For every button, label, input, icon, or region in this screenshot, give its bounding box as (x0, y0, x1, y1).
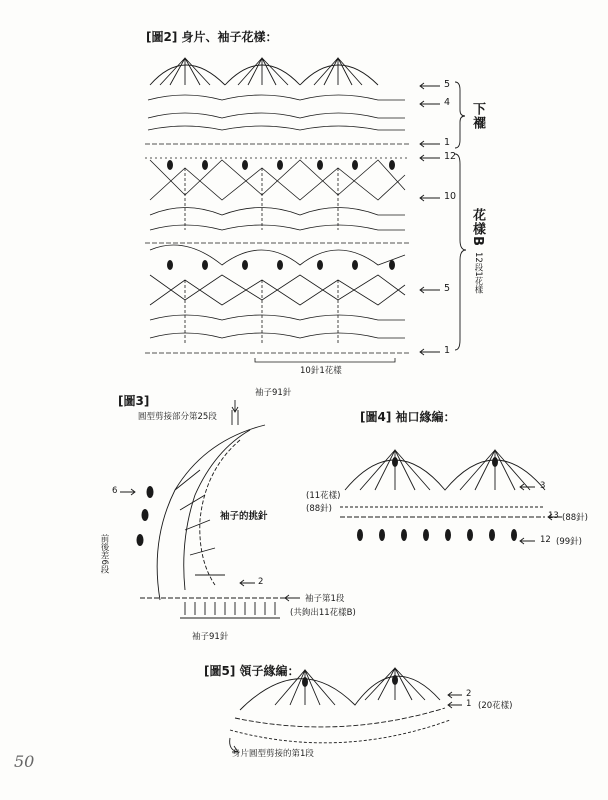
fig2-bottom-note: 10針1花樣 (300, 366, 342, 376)
fig4-art (340, 450, 562, 544)
fig3-row1-note: (共鉤出11花樣B) (290, 608, 356, 618)
fig5-bottom-note: 身片圓型剪接的第1段 (232, 749, 314, 759)
fig2-stitch-rows (148, 95, 405, 130)
fig2-pattern-lower (150, 245, 405, 345)
fig2-row-5-top: 5 (444, 79, 451, 90)
fig4-left-11: (11花樣) (306, 491, 341, 501)
fig4-puffs (357, 529, 517, 541)
fig2-braces (455, 82, 466, 350)
fig3-shaping-note: 圓型剪接部分第25段 (138, 412, 217, 422)
fig5-row-2: 2 (466, 689, 472, 699)
fig2-side-label-hem: 下襬 (470, 102, 485, 130)
fig4-row13-note: (88針) (562, 513, 588, 523)
fig3-row1-label: 袖子第1段 (305, 594, 345, 604)
fig2-title: [圖2] 身片、袖子花樣： (146, 30, 278, 44)
fig2-row-1-bottom: 1 (444, 345, 451, 356)
fig2-side-label-pattern: 花樣B (470, 208, 485, 247)
fig5-row-1: 1 (466, 699, 472, 709)
fig5-title: [圖5] 領子緣編： (204, 664, 300, 678)
fig5-art (230, 668, 462, 752)
fig2-row-10: 10 (444, 191, 457, 202)
fig2-pattern-upper (150, 160, 405, 230)
fig4-title: [圖4] 袖口緣編： (360, 410, 456, 424)
fig3-row-6: 6 (112, 486, 118, 496)
fig4-row-12: 12 (540, 535, 551, 545)
fig2-row-12: 12 (444, 151, 457, 162)
fig3-title: [圖3] (118, 394, 150, 408)
fig2-row-arrows (420, 83, 440, 355)
fig2-top-fans (150, 58, 378, 85)
fig4-row12-note: (99針) (556, 537, 582, 547)
fig3-left-note: 前後差6段 (99, 534, 109, 574)
fig3-pickup-label: 袖子的挑針 (220, 511, 268, 522)
fig3-art (120, 400, 300, 618)
fig3-row-2: 2 (258, 577, 264, 587)
fig3-top-count: 袖子91針 (255, 388, 292, 398)
fig2-row-1-top: 1 (444, 137, 451, 148)
page-number: 50 (14, 752, 35, 771)
fig2-side-note: 12段1花樣 (473, 252, 483, 294)
fig2-bottom-bracket (255, 358, 395, 362)
fig3-bottom-count: 袖子91針 (192, 632, 229, 642)
fig2-row-4: 4 (444, 97, 451, 108)
fig2-row-5-lower: 5 (444, 283, 451, 294)
fig4-row-13: 13 (548, 511, 559, 521)
fig5-row1-note: (20花樣) (478, 701, 513, 711)
fig4-left-88: (88針) (306, 504, 332, 514)
fig4-row-3: 3 (540, 481, 546, 491)
